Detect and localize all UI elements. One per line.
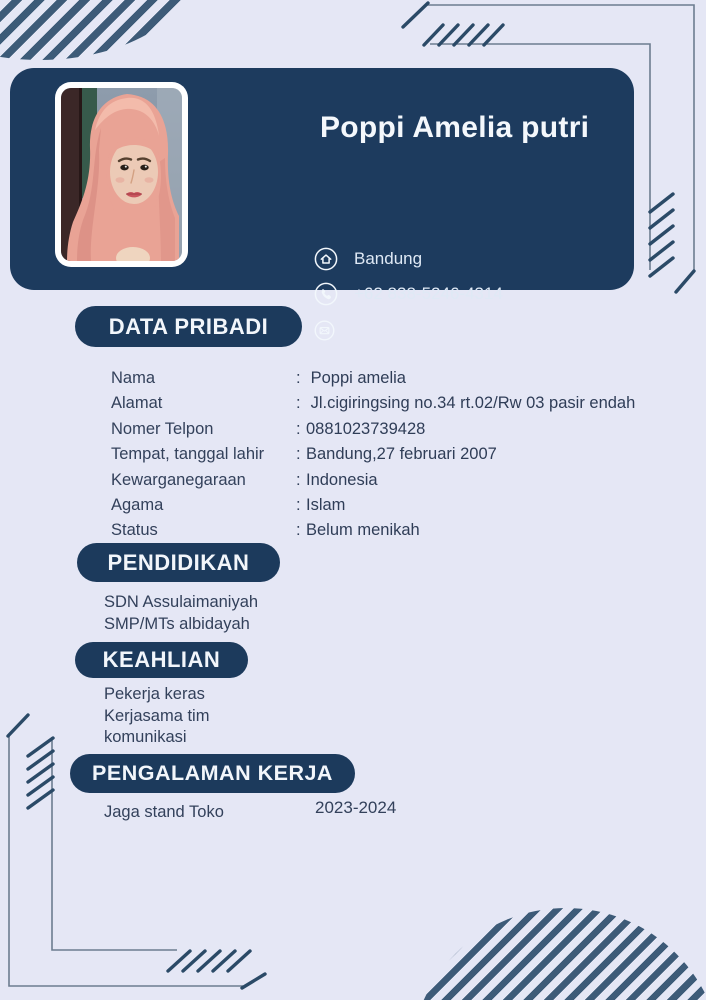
- accent-diagonal-right-end: [676, 271, 694, 292]
- field-colon: :: [296, 470, 301, 489]
- contact-row-location: [314, 247, 422, 271]
- keahlian-item: Kerjasama tim: [104, 706, 210, 725]
- person-name: Poppi Amelia putri: [320, 111, 590, 144]
- experience-role: Jaga stand Toko: [104, 803, 224, 821]
- field-value: Bandung,27 februari 2007: [306, 445, 497, 464]
- accent-diagonal-top-right: [403, 3, 428, 27]
- field-label: Kewarganegaraan: [111, 470, 246, 489]
- field-colon: :: [296, 445, 301, 464]
- striped-circle-decoration-bottom-right: [410, 908, 706, 1000]
- field-value: Indonesia: [306, 470, 378, 489]
- data-row-tempat-tanggal-lahir: [111, 442, 671, 467]
- field-label: Status: [111, 521, 158, 540]
- contact-row-phone: [314, 282, 503, 306]
- data-row-status: [111, 518, 671, 543]
- field-value: Jl.cigiringsing no.34 rt.02/Rw 03 pasir endah: [306, 394, 636, 413]
- field-colon: :: [296, 369, 301, 387]
- profile-photo-illustration: [61, 88, 182, 261]
- section-title-data-pribadi: DATA PRIBADI: [75, 306, 302, 347]
- field-value: Islam: [306, 496, 346, 515]
- data-row-nomer-telpon: [111, 417, 671, 442]
- striped-blob-decoration-top-left: [0, 0, 200, 60]
- field-label: Tempat, tanggal lahir: [111, 445, 265, 464]
- data-pribadi-rows: [111, 366, 671, 544]
- keahlian-item: Pekerja keras: [104, 685, 205, 703]
- location-text: Bandung: [354, 249, 423, 268]
- field-label: Nama: [111, 369, 156, 387]
- field-value: Poppi amelia: [306, 369, 406, 387]
- keahlian-list: [104, 684, 209, 749]
- section-title-pendidikan: PENDIDIKAN: [77, 543, 280, 582]
- mail-icon: [314, 320, 335, 341]
- field-value: Belum menikah: [306, 521, 420, 540]
- field-colon: :: [296, 394, 301, 413]
- field-label: Agama: [111, 496, 164, 515]
- header-card: [10, 68, 634, 303]
- hatch-group-right: [650, 194, 673, 276]
- accent-diagonal-bottom-end: [242, 974, 265, 988]
- field-colon: :: [296, 496, 301, 515]
- data-row-kewarganegaraan: [111, 468, 671, 493]
- section-title-pengalaman-kerja: PENGALAMAN KERJA: [70, 754, 355, 793]
- hatch-group-top: [424, 25, 503, 45]
- experience-period: 2023-2024: [315, 798, 397, 817]
- phone-text: +62 838-5246-4314: [354, 284, 503, 303]
- hatch-group-bottom: [168, 951, 250, 971]
- accent-diagonal-bottom-left: [8, 715, 28, 736]
- keahlian-item: komunikasi: [104, 728, 187, 747]
- pendidikan-list: [104, 592, 258, 635]
- profile-photo: [55, 82, 188, 267]
- pendidikan-item: SDN Assulaimaniyah: [104, 593, 259, 611]
- data-row-nama: [111, 366, 671, 391]
- field-colon: :: [296, 521, 301, 540]
- hatch-group-left: [28, 738, 53, 808]
- field-value: 0881023739428: [306, 419, 426, 438]
- home-icon: [314, 247, 338, 271]
- field-label: Alamat: [111, 394, 163, 413]
- field-colon: :: [296, 419, 301, 438]
- contact-row-email: [314, 318, 351, 342]
- pendidikan-item: SMP/MTs albidayah: [104, 614, 250, 633]
- data-row-agama: [111, 493, 671, 518]
- phone-icon: [314, 282, 338, 306]
- section-title-keahlian: KEAHLIAN: [75, 642, 248, 678]
- field-label: Nomer Telpon: [111, 419, 214, 438]
- data-row-alamat: [111, 391, 671, 416]
